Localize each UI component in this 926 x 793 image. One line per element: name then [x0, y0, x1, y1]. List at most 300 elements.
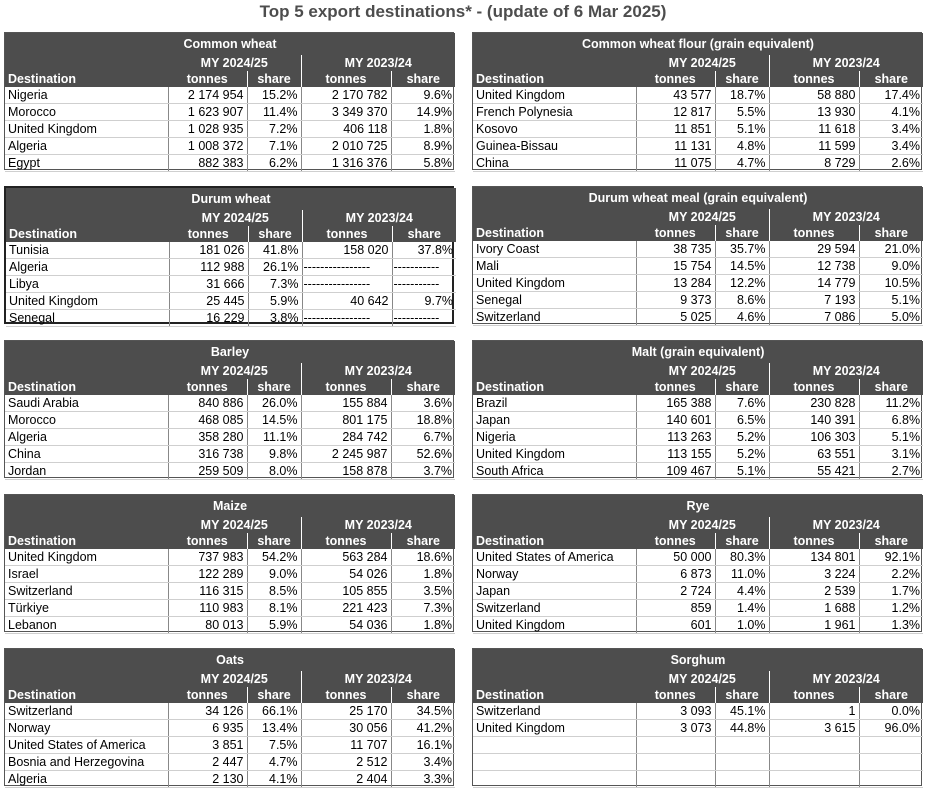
tonnes-cell: 8 729 — [769, 155, 859, 172]
tonnes-cell: 34 126 — [168, 703, 247, 720]
share-cell — [715, 737, 769, 754]
tonnes-cell: 1 623 907 — [168, 104, 247, 121]
destination-cell: Japan — [473, 412, 636, 429]
destination-cell — [473, 771, 636, 788]
column-header-share: share — [391, 379, 455, 395]
tonnes-cell — [636, 754, 715, 771]
export-table — [473, 495, 923, 634]
column-header-tonnes: tonnes — [301, 533, 391, 549]
tonnes-cell: 109 467 — [636, 463, 715, 480]
tonnes-cell: 25 445 — [169, 293, 248, 310]
tonnes-cell: 11 707 — [301, 737, 391, 754]
tonnes-cell: 11 131 — [636, 138, 715, 155]
share-cell: 12.2% — [715, 275, 769, 292]
table-row — [473, 87, 923, 104]
share-cell: 7.1% — [247, 138, 301, 155]
destination-cell — [473, 754, 636, 771]
page-title: Top 5 export destinations* - (update of 6 Mar 2025) — [259, 2, 667, 21]
table-row — [473, 309, 923, 326]
tonnes-cell: 11 599 — [769, 138, 859, 155]
tonnes-cell: 54 026 — [301, 566, 391, 583]
table-panel-oats — [4, 648, 454, 786]
share-cell: 21.0% — [859, 241, 923, 258]
column-header-share: share — [715, 687, 769, 703]
period-header: MY 2023/24 — [769, 55, 923, 71]
export-table — [5, 649, 455, 788]
share-cell: 3.3% — [391, 771, 455, 788]
column-header-share: share — [391, 533, 455, 549]
destination-cell: Ivory Coast — [473, 241, 636, 258]
column-header-tonnes: tonnes — [769, 687, 859, 703]
column-header-share: share — [859, 225, 923, 241]
table-row — [5, 87, 455, 104]
tonnes-cell: 2 170 782 — [301, 87, 391, 104]
tonnes-cell: 12 738 — [769, 258, 859, 275]
share-cell: 5.1% — [715, 463, 769, 480]
period-header: MY 2023/24 — [769, 671, 923, 687]
share-cell: 66.1% — [247, 703, 301, 720]
table-row — [5, 138, 455, 155]
destination-cell: Algeria — [5, 429, 168, 446]
share-cell: 0.0% — [859, 703, 923, 720]
share-cell: 41.8% — [248, 242, 302, 259]
export-table — [6, 188, 456, 327]
export-table — [5, 495, 455, 634]
tonnes-cell: 840 886 — [168, 395, 247, 412]
share-cell: 9.7% — [392, 293, 456, 310]
destination-cell: Morocco — [5, 104, 168, 121]
table-row — [473, 463, 923, 480]
column-header-share: share — [715, 71, 769, 87]
column-header-share: share — [715, 379, 769, 395]
table-row — [473, 412, 923, 429]
column-header-destination: Destination — [473, 687, 636, 703]
share-cell: 26.1% — [248, 259, 302, 276]
share-cell: 6.8% — [859, 412, 923, 429]
share-cell: 18.7% — [715, 87, 769, 104]
tonnes-cell: 601 — [636, 617, 715, 634]
destination-cell: South Africa — [473, 463, 636, 480]
tonnes-cell: 25 170 — [301, 703, 391, 720]
column-header-share: share — [715, 533, 769, 549]
table-row — [473, 446, 923, 463]
destination-cell: Algeria — [6, 259, 169, 276]
share-cell: 5.9% — [248, 293, 302, 310]
destination-cell: French Polynesia — [473, 104, 636, 121]
share-cell: 1.8% — [391, 566, 455, 583]
share-cell: 18.6% — [391, 549, 455, 566]
column-header-share: share — [859, 687, 923, 703]
table-row — [473, 241, 923, 258]
column-header-destination: Destination — [473, 225, 636, 241]
tonnes-cell: 14 779 — [769, 275, 859, 292]
share-cell — [715, 754, 769, 771]
destination-cell: Guinea-Bissau — [473, 138, 636, 155]
tonnes-cell: 1 — [769, 703, 859, 720]
tonnes-cell: 122 289 — [168, 566, 247, 583]
destination-cell: Switzerland — [473, 309, 636, 326]
tonnes-cell: 284 742 — [301, 429, 391, 446]
share-cell: 16.1% — [391, 737, 455, 754]
share-cell: 14.9% — [391, 104, 455, 121]
table-row — [6, 293, 456, 310]
tonnes-cell: 158 020 — [302, 242, 392, 259]
table-row — [5, 600, 455, 617]
share-cell: 14.5% — [715, 258, 769, 275]
column-header-tonnes: tonnes — [636, 687, 715, 703]
period-header: MY 2024/25 — [168, 517, 301, 533]
tonnes-cell: 165 388 — [636, 395, 715, 412]
share-cell: 11.4% — [247, 104, 301, 121]
tonnes-cell: 259 509 — [168, 463, 247, 480]
table-panel-maize — [4, 494, 454, 632]
table-row — [5, 771, 455, 788]
table-panel-rye — [472, 494, 922, 632]
column-header-tonnes: tonnes — [169, 226, 248, 242]
share-cell: 9.0% — [247, 566, 301, 583]
table-row — [5, 121, 455, 138]
table-row — [5, 104, 455, 121]
share-cell: 80.3% — [715, 549, 769, 566]
destination-cell — [473, 737, 636, 754]
tonnes-cell: 2 130 — [168, 771, 247, 788]
destination-cell: Tunisia — [6, 242, 169, 259]
share-cell: 45.1% — [715, 703, 769, 720]
destination-cell: Switzerland — [473, 600, 636, 617]
table-panel-durum-wheat-meal-grain-equivalent — [472, 186, 922, 324]
share-cell: 44.8% — [715, 720, 769, 737]
column-header-tonnes: tonnes — [301, 71, 391, 87]
tonnes-cell — [769, 737, 859, 754]
product-name: Maize — [5, 495, 455, 517]
destination-cell: Kosovo — [473, 121, 636, 138]
period-header: MY 2023/24 — [769, 517, 923, 533]
table-row — [5, 583, 455, 600]
tonnes-cell: 11 851 — [636, 121, 715, 138]
column-header-tonnes: tonnes — [301, 379, 391, 395]
destination-cell: Libya — [6, 276, 169, 293]
share-cell: 2.6% — [859, 155, 923, 172]
period-header: MY 2024/25 — [636, 517, 769, 533]
share-cell: 14.5% — [247, 412, 301, 429]
export-table — [473, 187, 923, 326]
period-header: MY 2024/25 — [636, 671, 769, 687]
table-row — [5, 737, 455, 754]
column-header-tonnes: tonnes — [636, 533, 715, 549]
destination-cell: China — [473, 155, 636, 172]
share-cell: 3.4% — [859, 138, 923, 155]
table-row — [5, 412, 455, 429]
table-row — [5, 754, 455, 771]
table-row — [473, 617, 923, 634]
tonnes-cell: 6 935 — [168, 720, 247, 737]
share-cell: 7.2% — [247, 121, 301, 138]
tonnes-cell: 2 539 — [769, 583, 859, 600]
destination-cell: Senegal — [6, 310, 169, 327]
tonnes-cell: 406 118 — [301, 121, 391, 138]
share-cell: 3.7% — [391, 463, 455, 480]
destination-cell: Nigeria — [473, 429, 636, 446]
share-cell: 13.4% — [247, 720, 301, 737]
tonnes-cell: 7 086 — [769, 309, 859, 326]
tonnes-cell — [769, 754, 859, 771]
share-cell: 10.5% — [859, 275, 923, 292]
tonnes-cell: 30 056 — [301, 720, 391, 737]
tonnes-cell: 113 155 — [636, 446, 715, 463]
share-cell: 7.6% — [715, 395, 769, 412]
column-header-destination: Destination — [473, 71, 636, 87]
table-row — [473, 754, 923, 771]
product-name: Oats — [5, 649, 455, 671]
destination-cell: Switzerland — [5, 703, 168, 720]
share-cell: 7.3% — [248, 276, 302, 293]
column-header-tonnes: tonnes — [168, 533, 247, 549]
column-header-share: share — [391, 71, 455, 87]
column-header-tonnes: tonnes — [168, 379, 247, 395]
product-name: Barley — [5, 341, 455, 363]
table-row — [6, 276, 456, 293]
table-row — [473, 549, 923, 566]
product-name: Sorghum — [473, 649, 923, 671]
tonnes-cell: 859 — [636, 600, 715, 617]
column-header-share: share — [859, 533, 923, 549]
share-cell: 3.8% — [248, 310, 302, 327]
destination-cell: Japan — [473, 583, 636, 600]
table-row — [5, 429, 455, 446]
share-cell: 4.8% — [715, 138, 769, 155]
table-row — [473, 121, 923, 138]
tonnes-cell: 113 263 — [636, 429, 715, 446]
share-cell: 3.6% — [391, 395, 455, 412]
share-cell: 4.7% — [715, 155, 769, 172]
export-table — [473, 649, 923, 788]
tonnes-cell: 54 036 — [301, 617, 391, 634]
tonnes-cell: 116 315 — [168, 583, 247, 600]
table-row — [5, 155, 455, 172]
destination-cell: China — [5, 446, 168, 463]
table-row — [5, 463, 455, 480]
period-header: MY 2023/24 — [769, 209, 923, 225]
destination-cell: Lebanon — [5, 617, 168, 634]
tonnes-cell: 181 026 — [169, 242, 248, 259]
tonnes-cell: 3 851 — [168, 737, 247, 754]
tonnes-cell: 6 873 — [636, 566, 715, 583]
destination-cell: United States of America — [473, 549, 636, 566]
tonnes-cell — [636, 737, 715, 754]
period-header: MY 2024/25 — [168, 363, 301, 379]
share-cell: 4.7% — [247, 754, 301, 771]
tonnes-cell: 155 884 — [301, 395, 391, 412]
tonnes-cell: 58 880 — [769, 87, 859, 104]
product-name: Common wheat flour (grain equivalent) — [473, 33, 923, 55]
period-header: MY 2023/24 — [301, 363, 455, 379]
column-header-tonnes: tonnes — [636, 225, 715, 241]
share-cell: 5.0% — [859, 309, 923, 326]
export-table — [473, 33, 923, 172]
tonnes-cell: 221 423 — [301, 600, 391, 617]
share-cell: 37.8% — [392, 242, 456, 259]
column-header-tonnes: tonnes — [769, 379, 859, 395]
tonnes-cell: 2 512 — [301, 754, 391, 771]
share-cell: 4.1% — [247, 771, 301, 788]
column-header-share: share — [859, 379, 923, 395]
tonnes-cell: 316 738 — [168, 446, 247, 463]
column-header-tonnes: tonnes — [769, 71, 859, 87]
tonnes-cell: 29 594 — [769, 241, 859, 258]
period-header: MY 2024/25 — [636, 209, 769, 225]
tonnes-cell: 80 013 — [168, 617, 247, 634]
tonnes-cell: 38 735 — [636, 241, 715, 258]
product-name: Rye — [473, 495, 923, 517]
destination-cell: Egypt — [5, 155, 168, 172]
tonnes-cell: 3 093 — [636, 703, 715, 720]
tonnes-cell: 2 245 987 — [301, 446, 391, 463]
tonnes-cell: 40 642 — [302, 293, 392, 310]
column-header-destination: Destination — [5, 71, 168, 87]
share-cell: 5.2% — [715, 446, 769, 463]
destination-cell: Norway — [5, 720, 168, 737]
share-cell: 3.4% — [859, 121, 923, 138]
column-header-share: share — [247, 71, 301, 87]
destination-cell: Bosnia and Herzegovina — [5, 754, 168, 771]
share-cell: 35.7% — [715, 241, 769, 258]
tonnes-cell: 2 404 — [301, 771, 391, 788]
tonnes-cell: 105 855 — [301, 583, 391, 600]
share-cell: 11.1% — [247, 429, 301, 446]
product-name: Durum wheat — [6, 188, 456, 210]
column-header-destination: Destination — [6, 226, 169, 242]
product-name: Common wheat — [5, 33, 455, 55]
share-cell: 18.8% — [391, 412, 455, 429]
period-header: MY 2024/25 — [169, 210, 302, 226]
table-row — [473, 155, 923, 172]
tonnes-cell: 13 284 — [636, 275, 715, 292]
tonnes-cell: 2 447 — [168, 754, 247, 771]
tonnes-cell: 55 421 — [769, 463, 859, 480]
share-cell — [715, 771, 769, 788]
tonnes-cell: ---------------- — [302, 259, 392, 276]
destination-cell: United Kingdom — [6, 293, 169, 310]
share-cell: 7.5% — [247, 737, 301, 754]
table-row — [473, 292, 923, 309]
destination-cell: United Kingdom — [473, 275, 636, 292]
tonnes-cell: ---------------- — [302, 310, 392, 327]
destination-cell: Senegal — [473, 292, 636, 309]
table-row — [6, 259, 456, 276]
share-cell: 11.2% — [859, 395, 923, 412]
column-header-destination: Destination — [5, 533, 168, 549]
destination-cell: Algeria — [5, 138, 168, 155]
tonnes-cell: 3 073 — [636, 720, 715, 737]
tonnes-cell: 13 930 — [769, 104, 859, 121]
share-cell — [859, 754, 923, 771]
product-name: Malt (grain equivalent) — [473, 341, 923, 363]
table-row — [5, 395, 455, 412]
table-panel-malt-grain-equivalent — [472, 340, 922, 478]
table-row — [473, 104, 923, 121]
table-row — [473, 138, 923, 155]
share-cell: 15.2% — [247, 87, 301, 104]
table-row — [5, 446, 455, 463]
tonnes-cell: 801 175 — [301, 412, 391, 429]
tonnes-cell: 12 817 — [636, 104, 715, 121]
table-row — [5, 703, 455, 720]
destination-cell: Jordan — [5, 463, 168, 480]
table-row — [473, 703, 923, 720]
share-cell: 1.4% — [715, 600, 769, 617]
tonnes-cell: 43 577 — [636, 87, 715, 104]
share-cell: 1.0% — [715, 617, 769, 634]
tonnes-cell: 1 316 376 — [301, 155, 391, 172]
tonnes-cell: 2 174 954 — [168, 87, 247, 104]
tonnes-cell: 563 284 — [301, 549, 391, 566]
table-row — [473, 720, 923, 737]
table-row — [473, 583, 923, 600]
column-header-destination: Destination — [473, 379, 636, 395]
period-header: MY 2024/25 — [168, 55, 301, 71]
share-cell: 3.4% — [391, 754, 455, 771]
period-header: MY 2023/24 — [301, 55, 455, 71]
column-header-tonnes: tonnes — [301, 687, 391, 703]
destination-cell: Saudi Arabia — [5, 395, 168, 412]
column-header-tonnes: tonnes — [302, 226, 392, 242]
tonnes-cell: 11 075 — [636, 155, 715, 172]
share-cell: 1.7% — [859, 583, 923, 600]
destination-cell: Israel — [5, 566, 168, 583]
tonnes-cell — [636, 771, 715, 788]
share-cell: 4.6% — [715, 309, 769, 326]
share-cell: 41.2% — [391, 720, 455, 737]
table-panel-barley — [4, 340, 454, 478]
table-row — [473, 566, 923, 583]
table-row — [473, 395, 923, 412]
tonnes-cell: 1 028 935 — [168, 121, 247, 138]
share-cell: ----------- — [392, 259, 456, 276]
tonnes-cell: 31 666 — [169, 276, 248, 293]
tonnes-cell: 63 551 — [769, 446, 859, 463]
share-cell: 4.4% — [715, 583, 769, 600]
column-header-destination: Destination — [5, 687, 168, 703]
share-cell: 34.5% — [391, 703, 455, 720]
destination-cell: United Kingdom — [5, 549, 168, 566]
tonnes-cell: 158 878 — [301, 463, 391, 480]
share-cell: 52.6% — [391, 446, 455, 463]
share-cell: 8.1% — [247, 600, 301, 617]
column-header-tonnes: tonnes — [168, 71, 247, 87]
column-header-share: share — [859, 71, 923, 87]
column-header-destination: Destination — [5, 379, 168, 395]
destination-cell: United Kingdom — [473, 617, 636, 634]
share-cell: 17.4% — [859, 87, 923, 104]
tonnes-cell: 112 988 — [169, 259, 248, 276]
share-cell: 9.6% — [391, 87, 455, 104]
table-row — [473, 429, 923, 446]
tonnes-cell: 3 615 — [769, 720, 859, 737]
share-cell: 5.8% — [391, 155, 455, 172]
export-table — [473, 341, 923, 480]
column-header-share: share — [248, 226, 302, 242]
destination-cell: United Kingdom — [473, 446, 636, 463]
share-cell: 26.0% — [247, 395, 301, 412]
column-header-tonnes: tonnes — [636, 71, 715, 87]
column-header-tonnes: tonnes — [636, 379, 715, 395]
share-cell: 1.8% — [391, 617, 455, 634]
share-cell: 8.6% — [715, 292, 769, 309]
destination-cell: Switzerland — [473, 703, 636, 720]
share-cell: 96.0% — [859, 720, 923, 737]
table-row — [5, 617, 455, 634]
share-cell: 7.3% — [391, 600, 455, 617]
